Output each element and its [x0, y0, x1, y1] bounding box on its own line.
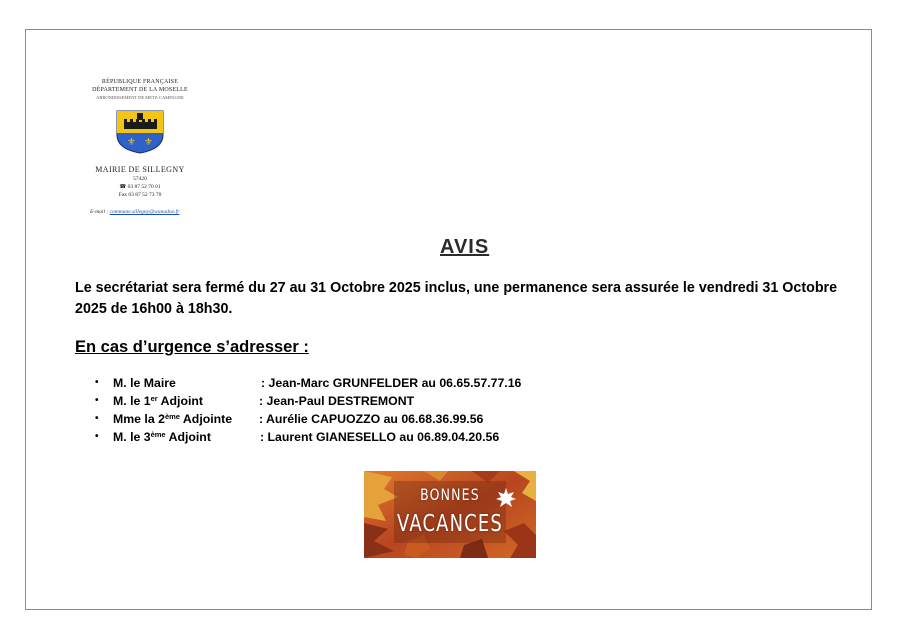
bonnes-vacances-image	[364, 471, 536, 558]
urgence-heading: En cas d’urgence s’adresser :	[75, 338, 309, 356]
department-label: DÉPARTEMENT DE LA MOSELLE	[92, 87, 188, 93]
contact-detail: : Laurent GIANESELLO au 06.89.04.20.56	[260, 430, 500, 444]
email-line	[90, 209, 179, 215]
email-link[interactable]: commune.sillegny@wanadoo.fr	[109, 209, 180, 215]
image-line-2: VACANCES	[397, 511, 503, 537]
contact-detail: : Jean-Paul DESTREMONT	[259, 394, 415, 408]
svg-text:⚜: ⚜	[144, 137, 153, 148]
letterhead	[80, 78, 200, 199]
email-label: E-mail :	[90, 209, 109, 215]
contact-role: M. le Maire	[113, 376, 176, 390]
contact-detail: : Aurélie CAPUOZZO au 06.68.36.99.56	[259, 412, 484, 426]
phone-number: ☎ 03 87 52 70 01	[119, 184, 161, 190]
bullet-icon: •	[95, 431, 99, 442]
svg-text:⚜: ⚜	[127, 137, 136, 148]
maple-leaf-icon	[495, 487, 517, 509]
contact-role: M. le 3ème Adjoint	[113, 430, 211, 444]
arrondissement-label: ARRONDISSEMENT DE METZ-CAMPAGNE	[96, 95, 184, 100]
bullet-icon: •	[95, 377, 99, 388]
bullet-icon: •	[95, 395, 99, 406]
contact-role: Mme la 2ème Adjointe	[113, 412, 233, 426]
mairie-name: MAIRIE DE SILLEGNY	[95, 165, 185, 174]
notice-body: Le secrétariat sera fermé du 27 au 31 Octobre 2025 inclus, une permanence sera assurée le vendredi 31 Octobre 2025 de 16h00 à 18h30.	[75, 280, 838, 317]
fax-number: Fax 03 87 52 73 70	[118, 192, 162, 198]
republic-label: RÉPUBLIQUE FRANÇAISE	[101, 79, 179, 85]
postal-code: 57420	[133, 176, 147, 182]
contact-detail: : Jean-Marc GRUNFELDER au 06.65.57.77.16	[261, 376, 522, 390]
coat-of-arms-icon	[115, 109, 165, 155]
contact-role: M. le 1er Adjoint	[113, 394, 203, 408]
image-line-1: BONNES	[420, 485, 480, 504]
bullet-icon: •	[95, 413, 99, 424]
notice-title: AVIS	[440, 236, 490, 258]
